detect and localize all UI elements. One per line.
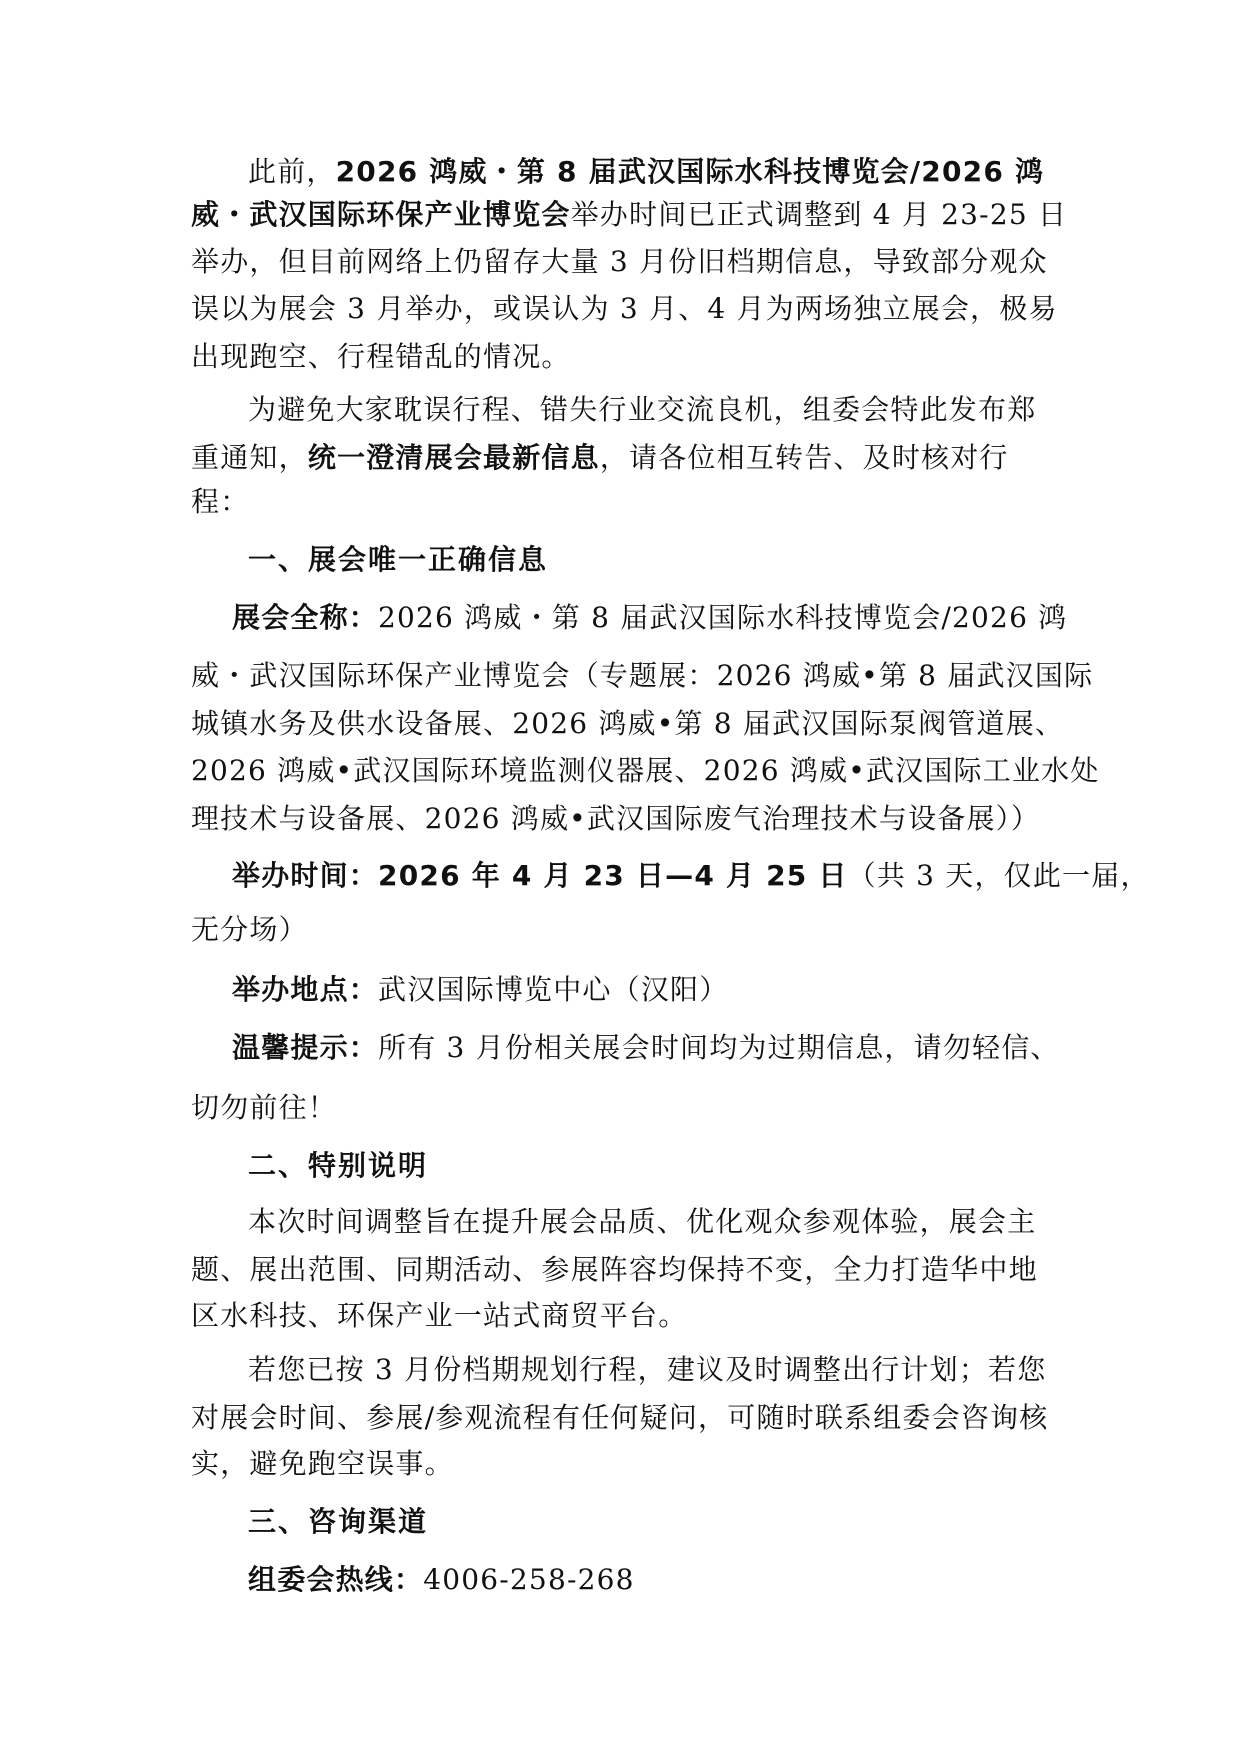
fullname-value: 2026 鸿威・第 8 届武汉国际水科技博览会/2026 鸿: [378, 601, 1068, 634]
time-label: 举办时间：: [232, 859, 379, 892]
section-3-heading: 三、咨询渠道: [248, 1505, 429, 1538]
fullname-line-1: [232, 600, 1067, 636]
time-line-1: [232, 858, 1150, 894]
p2-text-c: ，请各位相互转告、及时核对行: [599, 441, 1009, 474]
fullname-line-5: 理技术与设备展、2026 鸿威•武汉国际废气治理技术与设备展））: [191, 802, 1041, 835]
s2-p1-line-1: 本次时间调整旨在提升展会品质、优化观众参观体验，展会主: [248, 1205, 1037, 1238]
section-1-heading: 一、展会唯一正确信息: [248, 543, 549, 576]
p2-line-1: 为避免大家耽误行程、错失行业交流良机，组委会特此发布郑: [248, 393, 1037, 426]
p2-line-2: [191, 440, 1009, 476]
p2-clarify-bold: 统一澄清展会最新信息: [307, 441, 600, 474]
tip-line-2: 切勿前往！: [191, 1091, 338, 1124]
hotline-line: [248, 1562, 635, 1598]
venue-label: 举办地点：: [232, 973, 379, 1006]
tip-text: 所有 3 月份相关展会时间均为过期信息，请勿轻信、: [378, 1031, 1060, 1064]
s2-p1-line-2: 题、展出范围、同期活动、参展阵容均保持不变，全力打造华中地: [191, 1253, 1038, 1286]
fullname-line-2: 威・武汉国际环保产业博览会（专题展：2026 鸿威•第 8 届武汉国际: [191, 659, 1094, 692]
hotline-number: 4006-258-268: [423, 1563, 635, 1596]
time-value: 2026 年 4 月 23 日—4 月 25 日: [378, 859, 848, 892]
tip-line-1: [232, 1030, 1060, 1066]
p1-line-4: 误以为展会 3 月举办，或误认为 3 月、4 月为两场独立展会，极易: [191, 292, 1058, 325]
fullname-line-3: 城镇水务及供水设备展、2026 鸿威•第 8 届武汉国际泵阀管道展、: [191, 707, 1065, 740]
time-note: （共 3 天，仅此一届，: [847, 859, 1150, 892]
s2-p1-line-3: 区水科技、环保产业一站式商贸平台。: [191, 1299, 688, 1332]
section-2-heading: 二、特别说明: [248, 1149, 429, 1182]
exhibition-name-bold-cont: 威・武汉国际环保产业博览会: [191, 198, 571, 231]
fullname-line-4: 2026 鸿威•武汉国际环境监测仪器展、2026 鸿威•武汉国际工业水处: [191, 754, 1100, 787]
p1-date-change: 举办时间已正式调整到 4 月 23-25 日: [570, 198, 1068, 231]
s2-p2-line-3: 实，避免跑空误事。: [191, 1447, 454, 1480]
time-line-2: 无分场）: [191, 913, 308, 946]
p1-line-1: [248, 154, 1044, 190]
s2-p2-line-2: 对展会时间、参展/参观流程有任何疑问，可随时联系组委会咨询核: [191, 1401, 1049, 1434]
venue-line: [232, 972, 728, 1008]
p1-line-2: [191, 197, 1067, 233]
p2-line-3: 程：: [191, 485, 250, 518]
venue-value: 武汉国际博览中心（汉阳）: [378, 973, 729, 1006]
p2-text-a: 重通知，: [191, 441, 308, 474]
p1-line-3: 举办，但目前网络上仍留存大量 3 月份旧档期信息，导致部分观众: [191, 245, 1048, 278]
exhibition-name-bold: 2026 鸿威・第 8 届武汉国际水科技博览会/2026 鸿: [335, 155, 1045, 188]
s2-p2-line-1: 若您已按 3 月份档期规划行程，建议及时调整出行计划；若您: [248, 1353, 1047, 1386]
tip-label: 温馨提示：: [232, 1031, 379, 1064]
p1-intro: 此前，: [248, 155, 336, 188]
fullname-label: 展会全称：: [232, 601, 379, 634]
hotline-label: 组委会热线：: [248, 1563, 424, 1596]
p1-line-5: 出现跑空、行程错乱的情况。: [191, 340, 571, 373]
